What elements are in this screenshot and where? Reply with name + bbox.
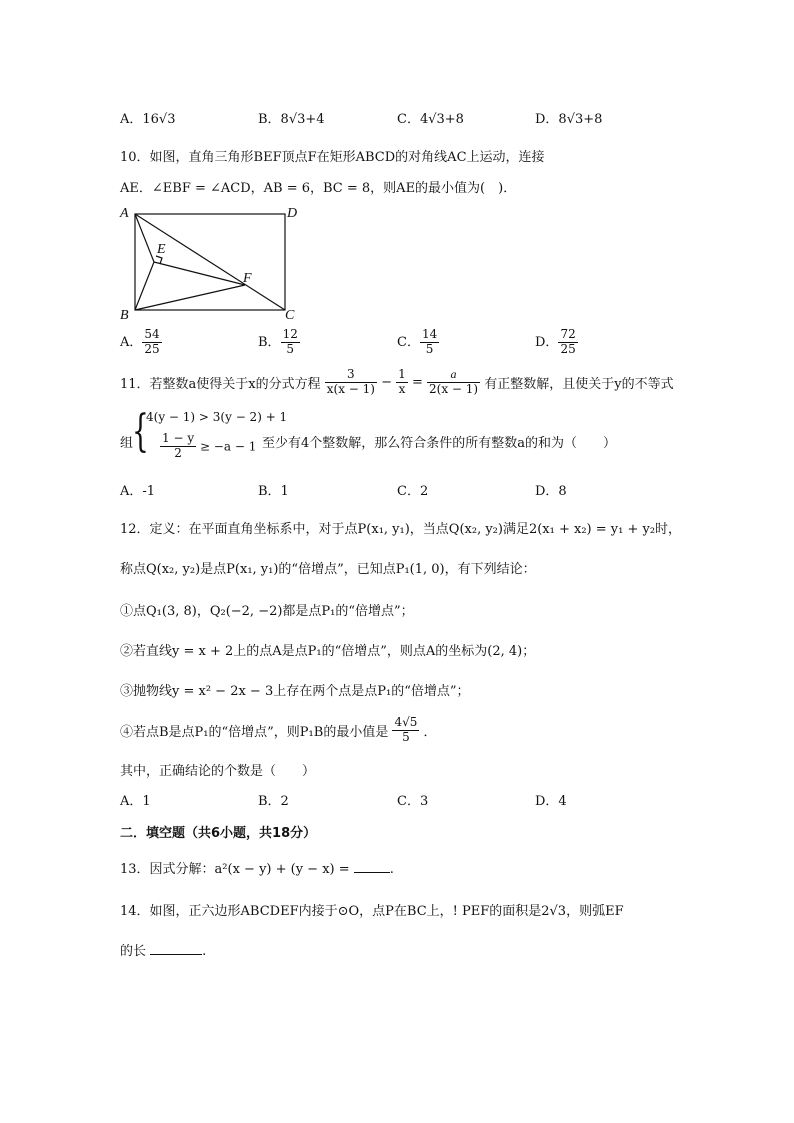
label-a: A	[120, 206, 129, 221]
q11-option-a: A．-1	[120, 484, 156, 499]
diagonal-ac	[135, 214, 285, 310]
c4-suffix: ．	[423, 724, 437, 740]
q10-stem-line2: AE．∠EBF = ∠ACD，AB = 6，BC = 8，则AE的最小值为( )．	[120, 181, 517, 196]
label-f: F	[243, 271, 252, 286]
q13-stem	[120, 858, 394, 877]
option-letter: B．	[258, 334, 281, 350]
option-letter: C．	[397, 334, 420, 350]
minus-sign: −	[381, 374, 393, 390]
brace-icon: {	[132, 406, 149, 457]
label-e: E	[157, 242, 166, 257]
segment-bf	[135, 285, 245, 310]
option-num: 12	[282, 327, 298, 341]
frac3-num: a	[427, 368, 480, 383]
q14-answer-blank[interactable]	[150, 954, 202, 955]
q14-end: .	[202, 944, 207, 959]
option-den: 5	[286, 341, 295, 356]
q11-inequality-2	[160, 432, 256, 461]
c4-prefix: ④若点B是点P₁的“倍增点”，则P₁B的最小值是	[120, 724, 389, 740]
q12-option-d: D．4	[535, 794, 567, 809]
q10-option-d	[535, 328, 578, 357]
q14-line2	[120, 940, 206, 959]
option-num: 72	[560, 327, 576, 341]
q14-line2-text: 的长	[120, 944, 147, 959]
q11-group-label: 组	[120, 436, 134, 451]
q10-stem-line1: 10．如图，直角三角形BEF顶点F在矩形ABCD的对角线AC上运动，连接	[120, 150, 545, 165]
ineq2-den: 2	[174, 445, 182, 460]
segment-ef	[154, 262, 245, 285]
q12-conclusion-2: ②若直线y = x + 2上的点A是点P₁的“倍增点”，则点A的坐标为(2, 4)；	[120, 644, 536, 659]
option-den: 5	[425, 341, 434, 356]
q9-option-a: A．16√3	[120, 112, 176, 127]
q12-conclusion-4	[120, 716, 437, 745]
label-c: C	[285, 308, 295, 322]
segment-be	[135, 262, 154, 310]
frac2-den: x	[398, 381, 406, 396]
option-num: 54	[144, 327, 160, 341]
option-den: 25	[560, 341, 576, 356]
q12-option-a: A．1	[120, 794, 151, 809]
equals-sign: =	[411, 374, 423, 390]
q11-stem-tail: 至少有4个整数解，那么符合条件的所有整数a的和为（ ）	[262, 436, 617, 451]
q12-line2: 称点Q(x₂, y₂)是点P(x₁, y₁)的“倍增点”，已知点P₁(1, 0)，有下列结论：	[120, 562, 536, 577]
q11-option-d: D．8	[535, 484, 567, 499]
q11-inequality-1: 4(y − 1) > 3(y − 2) + 1	[146, 410, 288, 424]
option-num: 14	[421, 327, 438, 341]
q9-option-b: B．8√3+4	[258, 112, 325, 127]
q11-stem	[120, 368, 674, 397]
q11-option-c: C．2	[397, 484, 429, 499]
q9-option-c: C．4√3+8	[397, 112, 464, 127]
q11-option-b: B．1	[258, 484, 289, 499]
q12-option-c: C．3	[397, 794, 429, 809]
q10-option-b	[258, 328, 300, 357]
q10-figure	[115, 202, 305, 322]
option-den: 25	[144, 341, 160, 356]
q13-text: 13．因式分解：a²(x − y) + (y − x) =	[120, 862, 350, 877]
section-title-fill-in: 二．填空题（共6小题，共18分）	[120, 826, 317, 841]
q12-option-b: B．2	[258, 794, 289, 809]
frac1-den: x(x − 1)	[326, 381, 375, 396]
q10-option-a	[120, 328, 162, 357]
c4-num: 4√5	[394, 715, 418, 729]
frac3-den: 2(x − 1)	[429, 381, 479, 396]
q11-prefix: 11．若整数a使得关于x的分式方程	[120, 376, 321, 392]
ineq2-rest: ≥ −a − 1	[199, 439, 257, 454]
q9-option-d: D．8√3+8	[535, 112, 603, 127]
frac1-num: 3	[325, 368, 377, 383]
q11-suffix: 有正整数解，且使关于y的不等式	[484, 376, 674, 392]
q10-option-c	[397, 328, 439, 357]
q13-end: .	[389, 862, 394, 877]
q14-line1: 14．如图，正六边形ABCDEF内接于⊙O，点P在BC上，! PEF的面积是2√3，则弧EF	[120, 904, 624, 919]
q12-conclusion-1: ①点Q₁(3, 8)，Q₂(−2, −2)都是点P₁的“倍增点”；	[120, 604, 414, 619]
frac2-num: 1	[398, 367, 406, 381]
label-d: D	[287, 206, 298, 221]
option-letter: A．	[120, 334, 143, 350]
segment-ae	[135, 214, 154, 262]
ineq2-num: 1 − y	[162, 431, 195, 445]
q12-conclusion-3: ③抛物线y = x² − 2x − 3上存在两个点是点P₁的“倍增点”；	[120, 684, 470, 699]
q12-question: 其中，正确结论的个数是（ ）	[120, 764, 316, 779]
q13-answer-blank[interactable]	[354, 872, 390, 873]
label-b: B	[120, 308, 129, 322]
option-letter: D．	[535, 334, 559, 350]
c4-den: 5	[402, 729, 410, 744]
q12-line1: 12．定义：在平面直角坐标系中，对于点P(x₁, y₁)，当点Q(x₂, y₂)满足2(x₁ + x₂) = y₁ + y₂时，	[120, 522, 682, 537]
